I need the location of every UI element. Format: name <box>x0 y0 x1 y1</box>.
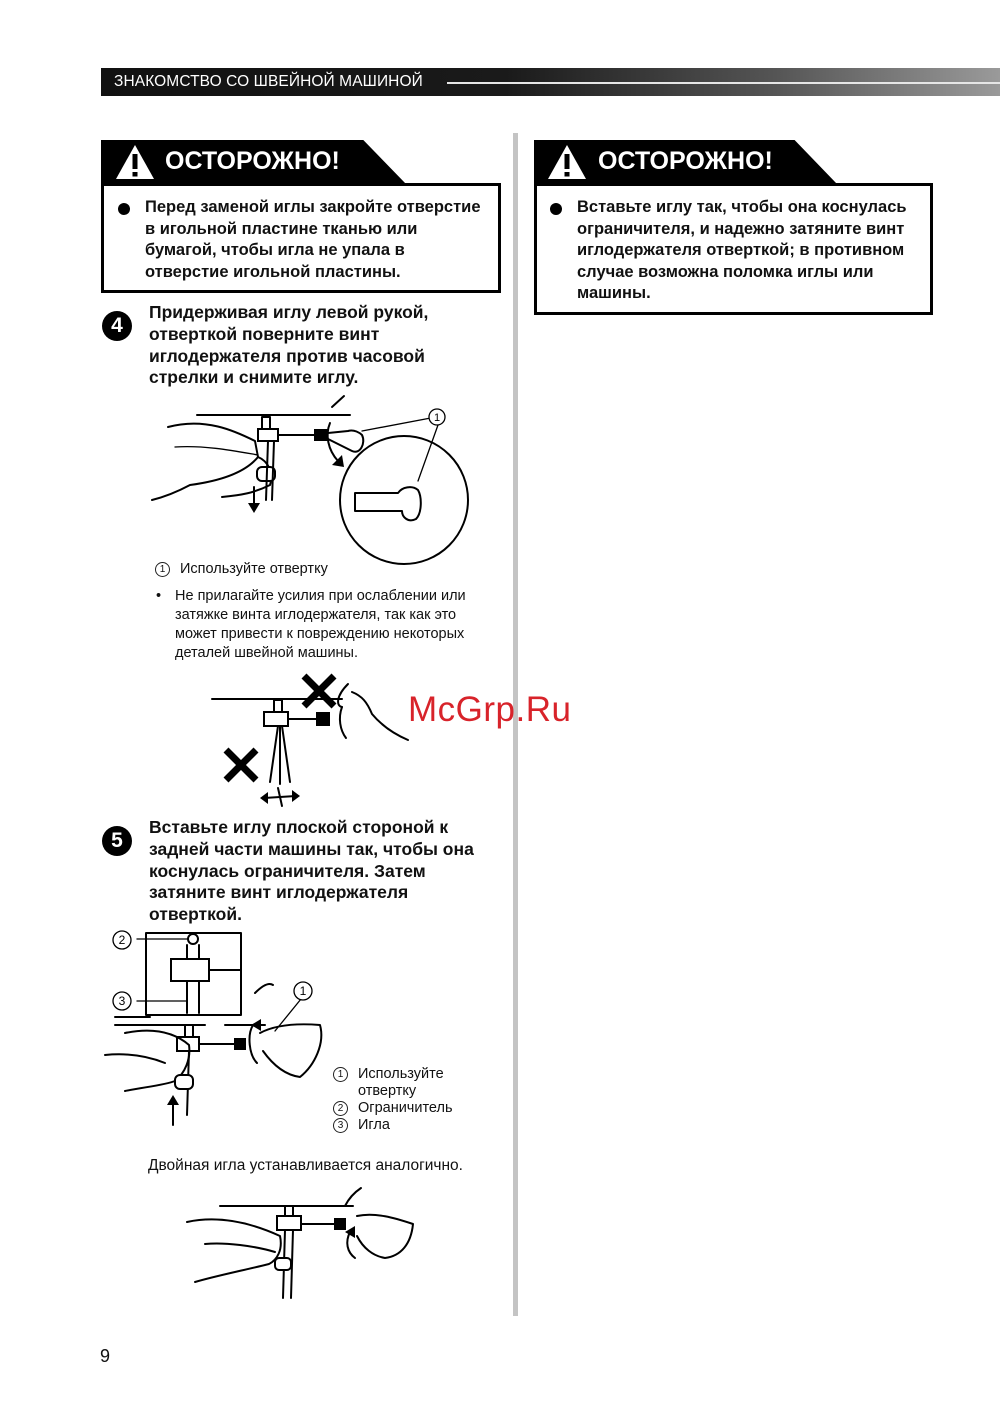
step-5-instruction: Вставьте иглу плоской стороной к задней части машины так, чтобы она коснулась ограничителя. Затем затяните винт иглодержателя отверткой. <box>149 817 474 925</box>
legend-number: 1 <box>333 1067 348 1082</box>
illustration-twin-needle <box>185 1186 415 1311</box>
illustration-incorrect-use <box>212 672 412 812</box>
cross-mark-icon <box>304 676 334 706</box>
header-rule <box>447 82 1000 84</box>
step-4-note: Не прилагайте усилия при ослаблении или затяжке винта иглодержателя, так как это может привести к повреждению некоторых деталей швейной машины. <box>175 588 466 661</box>
note-bullet: • <box>156 588 162 604</box>
legend-item <box>333 1066 468 1100</box>
illustration-insert-needle <box>105 925 335 1130</box>
bullet-dot-icon <box>550 203 562 215</box>
legend-item <box>333 1117 468 1134</box>
legend-text: Ограничитель <box>358 1100 453 1116</box>
legend-text: Игла <box>358 1117 390 1133</box>
caution-title-right: ОСТОРОЖНО! <box>598 147 773 175</box>
legend-number: 2 <box>333 1101 348 1116</box>
legend-item <box>333 1100 468 1117</box>
legend-list <box>333 1066 468 1134</box>
section-title: ЗНАКОМСТВО СО ШВЕЙНОЙ МАШИНОЙ <box>114 73 423 90</box>
twin-needle-note: Двойная игла устанавливается аналогично. <box>148 1157 463 1174</box>
legend-1-number: 1 <box>155 562 170 577</box>
legend-text: Используйте отвертку <box>358 1066 444 1099</box>
warning-icon <box>114 143 156 181</box>
illustration-remove-needle <box>150 395 450 565</box>
legend-1-text: Используйте отвертку <box>180 561 328 577</box>
legend-number: 3 <box>333 1118 348 1133</box>
step-4-number: 4 <box>102 311 132 341</box>
step-4-instruction: Придерживая иглу левой рукой, отверткой поверните винт иглодержателя против часовой стрелки и снимите иглу. <box>149 302 429 388</box>
caution-title-left: ОСТОРОЖНО! <box>165 147 340 175</box>
step-5-number: 5 <box>102 826 132 856</box>
watermark: McGrp.Ru <box>408 690 572 729</box>
legend-1 <box>155 560 328 579</box>
callout-3: 3 <box>118 994 126 1008</box>
caution-text-right: Вставьте иглу так, чтобы она коснулась ограничителя, и надежно затяните винт иглодержателя отверткой; в противном случае возможна поломка иглы или машины. <box>577 198 907 302</box>
caution-text-left: Перед заменой иглы закройте отверстие в игольной пластине тканью или бумагой, чтобы игла не упала в отверстие игольной пластины. <box>145 198 481 281</box>
warning-icon <box>546 143 588 181</box>
callout-1: 1 <box>433 412 441 424</box>
callout-2: 2 <box>118 933 126 947</box>
cross-mark-icon <box>226 750 256 780</box>
bullet-dot-icon <box>118 203 130 215</box>
page-number: 9 <box>100 1346 111 1366</box>
callout-1: 1 <box>299 984 307 998</box>
